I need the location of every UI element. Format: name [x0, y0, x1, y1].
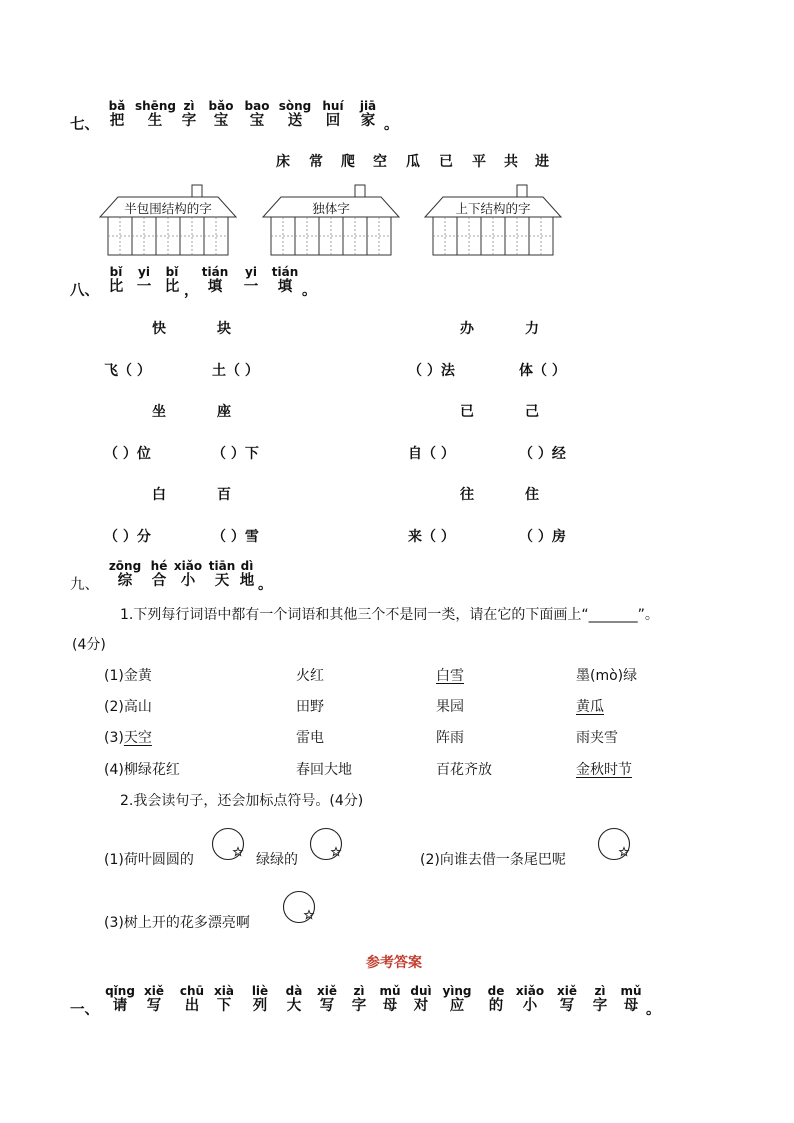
hanzi: 家 [360, 113, 376, 129]
section-8-number: 八、 [70, 283, 99, 299]
pinyin: zì [183, 99, 195, 113]
pinyin: bǎo [208, 99, 234, 113]
s7-word-7 [354, 100, 382, 130]
s8-period: 。 [302, 283, 317, 299]
pinyin: bǐ [109, 265, 123, 279]
s7-word-0 [104, 100, 130, 130]
hanzi: 比 [108, 279, 124, 295]
a1-word-4 [247, 985, 273, 1015]
char-0: 床 [276, 154, 290, 170]
pinyin: mǔ [620, 984, 642, 998]
left-pair-3b: 百 [217, 487, 231, 503]
pinyin: de [487, 984, 505, 998]
pinyin: shēng [135, 99, 176, 113]
right-pair-1b: 力 [525, 321, 539, 337]
hanzi: 宝 [249, 113, 265, 129]
left-pair-1b: 块 [217, 321, 231, 337]
house-top-bottom [423, 183, 563, 257]
a1-word-0 [102, 985, 138, 1015]
pinyin: xiǎo [515, 984, 545, 998]
a1-word-12 [513, 985, 547, 1015]
right-pair-1a: 办 [460, 321, 474, 337]
left-fill-1b: 土（ ） [212, 363, 259, 379]
row3-col3: 阵雨 [436, 730, 464, 746]
section-7-number: 七、 [70, 117, 99, 133]
s7-word-6 [318, 100, 348, 130]
right-pair-2b: 己 [525, 404, 539, 420]
char-1: 常 [309, 154, 323, 170]
row1-col2: 火红 [296, 668, 324, 684]
a1-word-8 [378, 985, 402, 1015]
row3-number: (3) [104, 730, 124, 746]
pinyin: bǎ [108, 99, 126, 113]
hanzi: 字 [181, 113, 197, 129]
q2-text: 2.我会读句子，还会加标点符号。(4分) [120, 793, 364, 809]
q1-instruction: 1.下列每行词语中都有一个词语和其他三个不是同一类，请在它的下面画上“ [120, 607, 589, 623]
row4-col3: 百花齐放 [436, 762, 492, 778]
row3-col4: 雨夹雪 [576, 730, 618, 746]
hanzi: 把 [109, 113, 125, 129]
hanzi: 宝 [213, 113, 229, 129]
row4-col2: 春回大地 [296, 762, 352, 778]
a1-word-10 [441, 985, 473, 1015]
row1-col4: 墨(mò)绿 [576, 668, 638, 684]
house-semi-enclosed [98, 183, 238, 257]
s8-word-1 [132, 266, 156, 296]
s8-comma: ， [184, 283, 199, 299]
house-label-2: 独体字 [312, 201, 350, 216]
a1-word-3 [211, 985, 237, 1015]
hanzi: 比 [164, 279, 180, 295]
char-8: 进 [535, 154, 549, 170]
row2-col2: 田野 [296, 699, 324, 715]
pinyin: sòng [278, 99, 312, 113]
hanzi: 一 [243, 279, 259, 295]
row2-col4: 黄瓜 [576, 699, 604, 715]
pinyin: zì [353, 984, 365, 998]
hanzi: 列 [252, 998, 268, 1014]
char-3: 空 [373, 154, 387, 170]
s9-period: 。 [258, 577, 273, 593]
pinyin: tián [271, 265, 299, 279]
punctuation-circle-icon[interactable] [282, 890, 316, 924]
hanzi: 回 [325, 113, 341, 129]
section-9-number: 九、 [70, 577, 99, 593]
answer-section-1-number: 一、 [70, 1002, 99, 1018]
pinyin: zōng [108, 559, 142, 573]
row1-col1: (1)金黄 [104, 668, 152, 684]
hanzi: 小 [180, 573, 196, 589]
pinyin: xià [214, 984, 234, 998]
pinyin: bao [244, 99, 270, 113]
s7-word-1 [135, 100, 175, 130]
hanzi: 生 [147, 113, 163, 129]
pinyin: tián [201, 265, 229, 279]
row2-col1: (2)高山 [104, 699, 152, 715]
right-pair-3a: 往 [460, 487, 474, 503]
pinyin: xiǎo [173, 559, 203, 573]
pinyin: huí [322, 99, 344, 113]
s7-period: 。 [384, 117, 399, 133]
right-fill-3a: 来（ ） [408, 529, 455, 545]
hanzi: 对 [413, 998, 429, 1014]
s7-word-4 [242, 100, 272, 130]
hanzi: 填 [207, 279, 223, 295]
char-5: 已 [439, 154, 453, 170]
pinyin: hé [150, 559, 168, 573]
hanzi: 应 [449, 998, 465, 1014]
a1-word-1 [141, 985, 167, 1015]
hanzi: 综 [117, 573, 133, 589]
pinyin: xiě [144, 984, 164, 998]
left-pair-2a: 坐 [152, 404, 166, 420]
answers-title: 参考答案 [366, 955, 422, 971]
hanzi: 下 [216, 998, 232, 1014]
a1-period: 。 [646, 1002, 661, 1018]
left-fill-2a: （ ）位 [104, 446, 151, 462]
char-6: 平 [472, 154, 486, 170]
pinyin: duì [410, 984, 432, 998]
pinyin: dà [285, 984, 303, 998]
house-label-1: 半包围结构的字 [124, 201, 212, 216]
q1-text [120, 604, 659, 624]
pinyin: tiān [208, 559, 236, 573]
pinyin: jiā [359, 99, 377, 113]
a1-word-11 [484, 985, 508, 1015]
a1-word-15 [618, 985, 644, 1015]
house-label-3: 上下结构的字 [455, 201, 531, 216]
left-pair-2b: 座 [217, 404, 231, 420]
s9-word-2 [170, 560, 206, 590]
right-fill-3b: （ ）房 [519, 529, 566, 545]
pinyin: bǐ [165, 265, 179, 279]
right-fill-1a: （ ）法 [408, 363, 455, 379]
pinyin: liè [251, 984, 269, 998]
pinyin: xiě [317, 984, 337, 998]
row4-col1: (4)柳绿花红 [104, 762, 180, 778]
a1-word-9 [408, 985, 434, 1015]
hanzi: 的 [488, 998, 504, 1014]
pinyin: mǔ [379, 984, 401, 998]
left-pair-1a: 快 [152, 321, 166, 337]
s7-word-3 [206, 100, 236, 130]
pinyin: qǐng [105, 984, 135, 998]
pinyin: chū [179, 984, 205, 998]
left-pair-3a: 白 [152, 487, 166, 503]
q1-end: ”。 [637, 607, 659, 623]
sentence-2: (2)向谁去借一条尾巴呢 [420, 852, 566, 868]
hanzi: 写 [559, 998, 575, 1014]
house-single-structure [261, 183, 401, 257]
s8-word-3 [198, 266, 232, 296]
s8-word-0 [104, 266, 128, 296]
hanzi: 大 [286, 998, 302, 1014]
s7-word-2 [176, 100, 202, 130]
row4-col4: 金秋时节 [576, 762, 632, 778]
pinyin: dì [240, 559, 254, 573]
a1-word-6 [314, 985, 340, 1015]
right-fill-2a: 自（ ） [408, 446, 455, 462]
row3-underlined-word: 天空 [123, 730, 152, 746]
a1-word-13 [554, 985, 580, 1015]
hanzi: 小 [522, 998, 538, 1014]
hanzi: 写 [319, 998, 335, 1014]
s9-word-3 [206, 560, 238, 590]
punctuation-circle-icon[interactable] [309, 827, 343, 861]
a1-word-14 [588, 985, 612, 1015]
hanzi: 出 [184, 998, 200, 1014]
sentence-1a: (1)荷叶圆圆的 [104, 852, 194, 868]
row3-col1 [104, 727, 152, 747]
left-fill-3a: （ ）分 [104, 529, 151, 545]
pinyin: xiě [557, 984, 577, 998]
s8-word-5 [268, 266, 302, 296]
hanzi: 送 [287, 113, 303, 129]
left-fill-1a: 飞（ ） [104, 363, 151, 379]
hanzi: 母 [623, 998, 639, 1014]
s7-word-5 [277, 100, 313, 130]
left-fill-2b: （ ）下 [212, 446, 259, 462]
char-4: 瓜 [406, 154, 420, 170]
s9-word-1 [148, 560, 170, 590]
right-fill-1b: 体（ ） [519, 363, 566, 379]
hanzi: 字 [592, 998, 608, 1014]
s8-word-4 [237, 266, 265, 296]
a1-word-5 [282, 985, 306, 1015]
right-fill-2b: （ ）经 [519, 446, 566, 462]
punctuation-circle-icon[interactable] [211, 827, 245, 861]
hanzi: 字 [351, 998, 367, 1014]
right-pair-2a: 已 [460, 404, 474, 420]
hanzi: 一 [136, 279, 152, 295]
s9-word-0 [104, 560, 146, 590]
a1-word-7 [347, 985, 371, 1015]
hanzi: 母 [382, 998, 398, 1014]
row1-col3: 白雪 [436, 668, 464, 684]
pinyin: zì [594, 984, 606, 998]
sentence-3: (3)树上开的花多漂亮啊 [104, 915, 250, 931]
s9-word-4 [236, 560, 258, 590]
a1-word-2 [178, 985, 206, 1015]
hanzi: 填 [277, 279, 293, 295]
hanzi: 天 [214, 573, 230, 589]
right-pair-3b: 住 [525, 487, 539, 503]
pinyin: yìng [442, 984, 472, 998]
left-fill-3b: （ ）雪 [212, 529, 259, 545]
punctuation-circle-icon[interactable] [597, 827, 631, 861]
char-7: 共 [504, 154, 518, 170]
char-2: 爬 [341, 154, 355, 170]
q1-blank: _______ [588, 607, 638, 623]
s8-word-2 [160, 266, 184, 296]
pinyin: yi [245, 265, 257, 279]
pinyin: yi [138, 265, 150, 279]
row3-col2: 雷电 [296, 730, 324, 746]
sentence-1b: 绿绿的 [256, 852, 298, 868]
hanzi: 写 [146, 998, 162, 1014]
hanzi: 合 [151, 573, 167, 589]
row2-col3: 果园 [436, 699, 464, 715]
hanzi: 地 [239, 573, 255, 589]
q1-score: (4分) [72, 637, 106, 653]
hanzi: 请 [112, 998, 128, 1014]
